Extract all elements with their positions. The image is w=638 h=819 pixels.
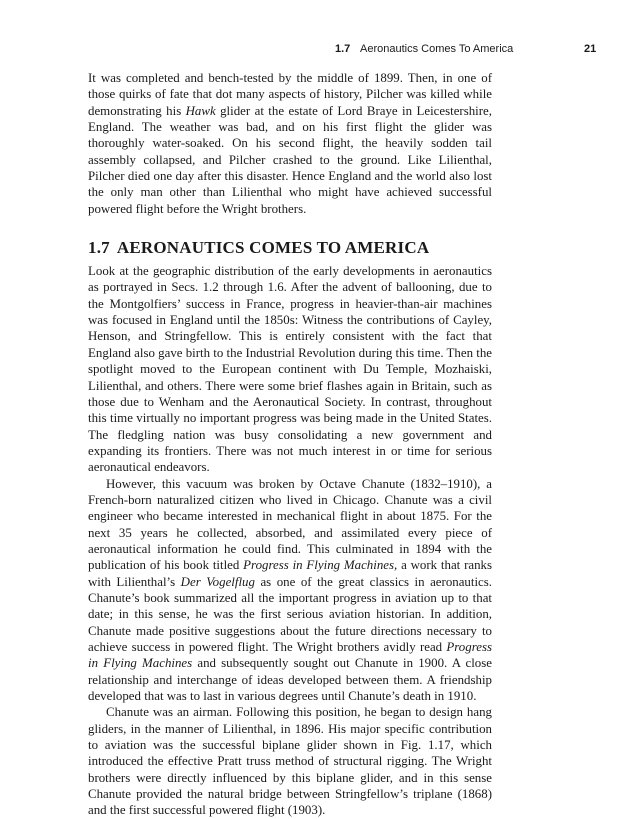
section-title: AERONAUTICS COMES TO AMERICA <box>116 238 430 258</box>
paragraph: Chanute was an airman. Following this position, he began to design hang gliders, in the manner of Lilienthal, in 1896. His major specific contribution to aviation was the successful biplane glider shown in Fig. 1.17, which introduced the effective Pratt truss method of structural rigging. The Wright brothers were directly influenced by this biplane glider, and in this sense Chanute provided the natural bridge between Stringfellow’s triplane (1868) and the first successful powered flight (1903). <box>88 705 492 818</box>
header-section-number: 1.7 <box>335 43 351 55</box>
running-header <box>0 43 638 59</box>
header-section-title: Aeronautics Comes To America <box>360 43 514 55</box>
page-number: 21 <box>584 43 597 55</box>
paragraph: However, this vacuum was broken by Octave Chanute (1832–1910), a French-born naturalized citizen who lived in Chicago. Chanute was a civil engineer who became interested in mechanical flight in about 1875. For the next 35 years he collected, absorbed, and assimilated every piece of aeronautical information he could find. This culminated in 1894 with the publication of his book titled Progress in Flying Machines, a work that ranks with Lilienthal’s Der Vogelflug as one of the great classics in aeronautics. Chanute’s book summarized all the important progress in aviation up to that date; in this sense, he was the first serious aviation historian. In addition, Chanute made positive suggestions about the future directions necessary to achieve success in powered flight. The Wright brothers avidly read Progress in Flying Machines and subsequently sought out Chanute in 1900. A close relationship and interchange of ideas developed between them. A friendship developed that was to last in various degrees until Chanute’s death in 1910. <box>88 476 493 704</box>
page-body <box>88 70 492 819</box>
section-heading <box>88 237 492 259</box>
section-number: 1.7 <box>88 238 110 258</box>
paragraph: Look at the geographic distribution of the early developments in aeronautics as portrayed in Secs. 1.2 through 1.6. After the advent of ballooning, due to the Montgolfiers’ success in France, progress in heavier-than-air machines was focused in England until the 1850s: Witness the contributions of Cayley, Henson, and Stringfellow. This is entirely consistent with the fact that England also gave birth to the Industrial Revolution during this time. Then the spotlight moved to the European continent with Du Temple, Mozhaiski, Lilienthal, and others. There were some brief flashes again in Britain, such as those due to Wenham and the Aeronautical Society. In contrast, throughout this time virtually no important progress was being made in the United States. The fledgling nation was busy consolidating a new government and expanding its frontiers. There was not much interest in or time for serious aeronautical endeavors. <box>88 264 492 475</box>
paragraph: It was completed and bench-tested by the middle of 1899. Then, in one of those quirks of fate that dot many aspects of history, Pilcher was killed while demonstrating his Hawk glider at the estate of Lord Braye in Leicestershire, England. The weather was bad, and on his first flight the glider was thoroughly water-soaked. On his second flight, the heavily sodden tail assembly collapsed, and Pilcher crashed to the ground. Like Lilienthal, Pilcher died one day after this disaster. Hence England and the world also lost the only man other than Lilienthal who might have achieved successful powered flight before the Wright brothers. <box>88 71 492 216</box>
